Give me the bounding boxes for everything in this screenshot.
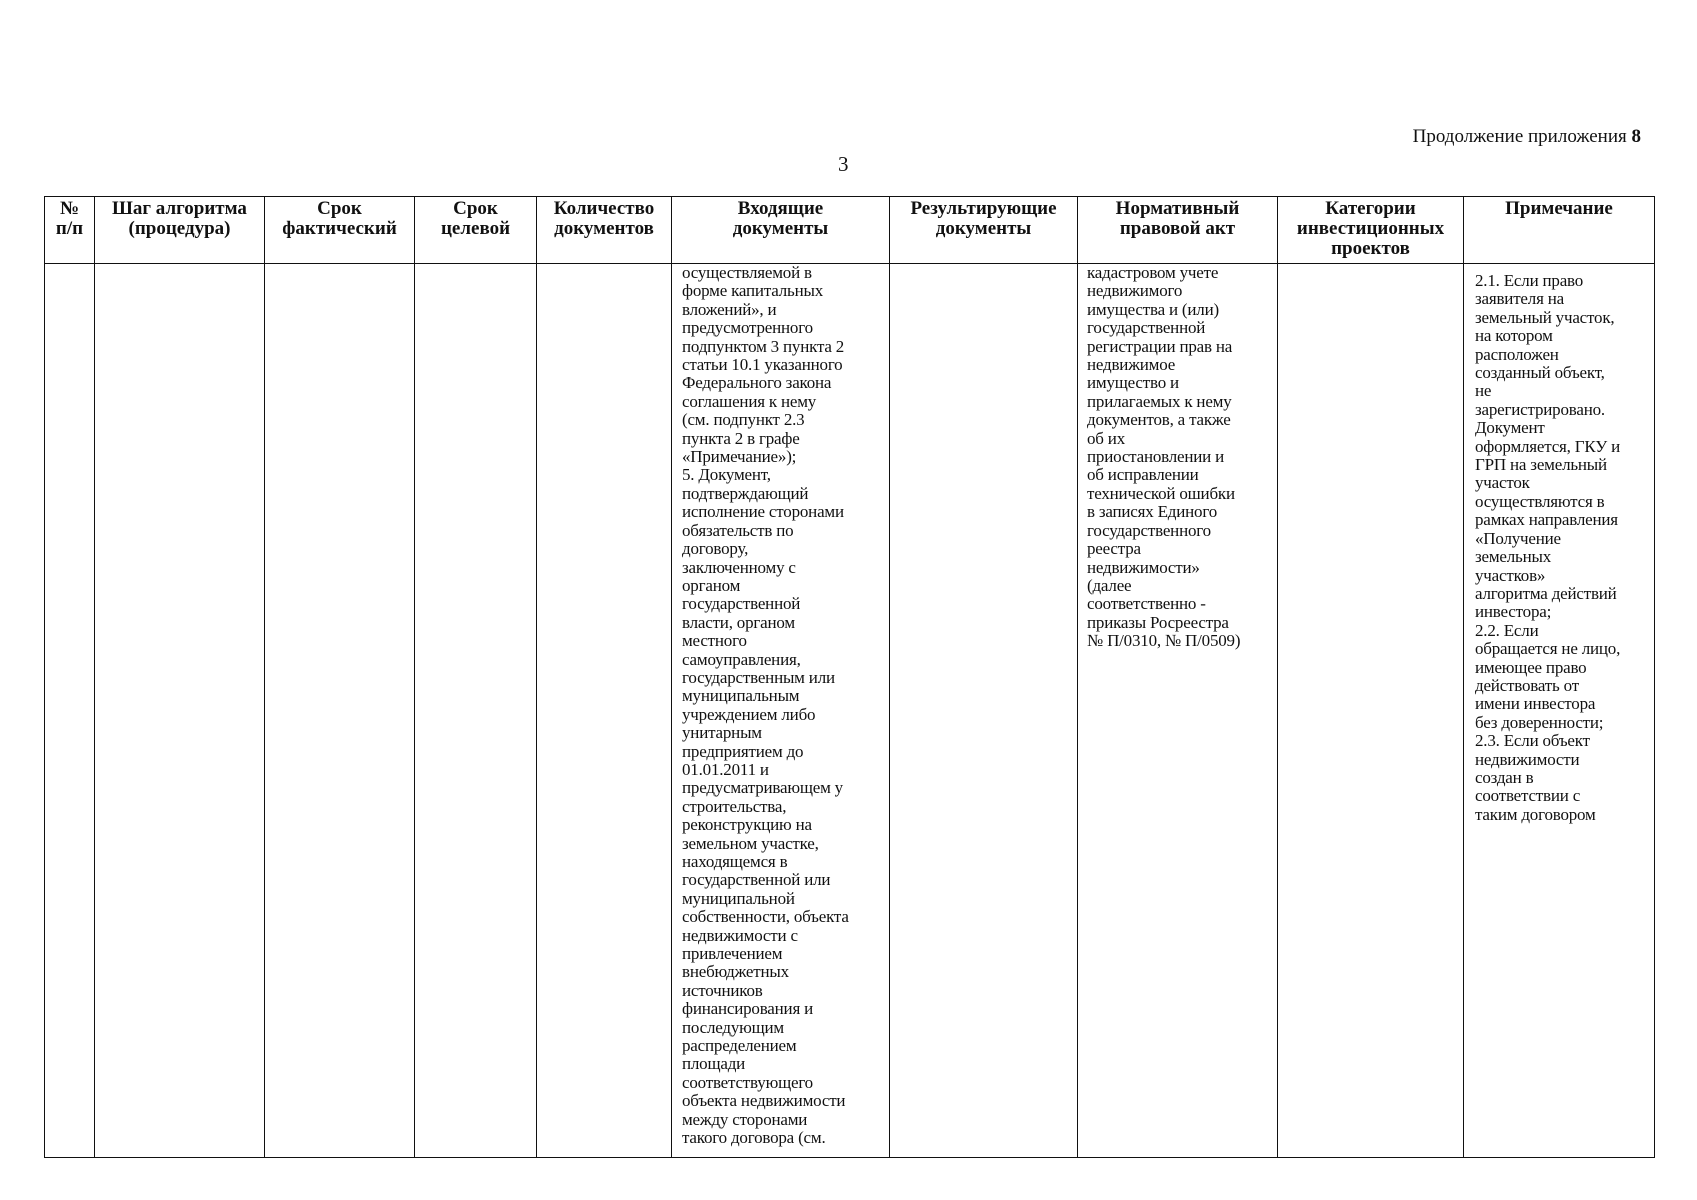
col-header-result-docs-label: Результирующие документы <box>910 198 1057 239</box>
cell-term-actual <box>265 264 415 1158</box>
appendix-number: 8 <box>1631 126 1641 147</box>
col-header-number <box>45 197 95 264</box>
col-header-step <box>95 197 265 264</box>
col-header-incoming-docs <box>672 197 890 264</box>
algorithm-table <box>44 196 1655 1158</box>
cell-doc-count <box>537 264 672 1158</box>
cell-note <box>1464 264 1655 1158</box>
cell-incoming-docs <box>672 264 890 1158</box>
col-header-term-actual-label: Срок фактический <box>282 198 397 239</box>
incoming-docs-text: осуществляемой в форме капитальных вложений», и предусмотренного подпунктом 3 пункта 2 статьи 10.1 указанного Федерального закона соглашения к нему (см. подпункт 2.3 пункта 2 в графе «Примечание»); 5. Документ, подтверждающий исполнение сторонами обязательств по договору, заключенному с органом государственной власти, органом местного самоуправления, государственным или муниципальным учреждением либо унитарным предприятием до 01.01.2011 и предусматривающем у строительства, реконструкцию на земельном участке, находящемся в государственной или муниципальной собственности, объекта недвижимости с привлечением внебюджетных источников финансирования и последующим распределением площади соответствующего объекта недвижимости между сторонами такого договора (см. <box>682 263 849 1148</box>
note-text: 2.1. Если право заявителя на земельный участок, на котором расположен созданный объект, не зарегистрировано. Документ оформляется, ГКУ и ГРП на земельный участок осуществляются в рамках направления «Получение земельных участков» алгоритма действий инвестора; 2.2. Если обращается не лицо, имеющее право действовать от имени инвестора без доверенности; 2.3. Если объект недвижимости создан в соответствии с таким договором <box>1475 271 1621 824</box>
col-header-doc-count-label: Количество документов <box>553 198 655 239</box>
cell-result-docs <box>890 264 1078 1158</box>
col-header-doc-count <box>537 197 672 264</box>
col-header-note <box>1464 197 1655 264</box>
col-header-incoming-docs-label: Входящие документы <box>732 198 829 239</box>
appendix-label: Продолжение приложения <box>1412 126 1627 147</box>
table-header <box>45 197 1655 264</box>
cell-step <box>95 264 265 1158</box>
col-header-term-actual <box>265 197 415 264</box>
appendix-caption <box>1413 126 1641 148</box>
col-header-note-label: Примечание <box>1505 198 1613 219</box>
cell-number <box>45 264 95 1158</box>
col-header-term-target <box>415 197 537 264</box>
header-row <box>45 197 1655 264</box>
col-header-legal-act <box>1078 197 1278 264</box>
cell-term-target <box>415 264 537 1158</box>
page-number: 3 <box>838 152 849 176</box>
cell-legal-act <box>1078 264 1278 1158</box>
table-row <box>45 264 1655 1158</box>
cell-categories <box>1278 264 1464 1158</box>
col-header-term-target-label: Срок целевой <box>440 198 511 239</box>
col-header-categories-label: Категории инвестиционных проектов <box>1296 198 1445 259</box>
col-header-step-label: Шаг алгоритма (процедура) <box>112 198 247 239</box>
col-header-result-docs <box>890 197 1078 264</box>
col-header-number-label: № п/п <box>55 198 84 239</box>
legal-act-text: кадастровом учете недвижимого имущества и (или) государственной регистрации прав на недвижимое имущество и прилагаемых к нему документов, а также об их приостановлении и об исправлении технической ошибки в записях Единого государственного реестра недвижимости» (далее соответственно - приказы Росреестра № П/0310, № П/0509) <box>1087 263 1241 651</box>
table-body <box>45 264 1655 1158</box>
col-header-categories <box>1278 197 1464 264</box>
col-header-legal-act-label: Нормативный правовой акт <box>1115 198 1240 239</box>
